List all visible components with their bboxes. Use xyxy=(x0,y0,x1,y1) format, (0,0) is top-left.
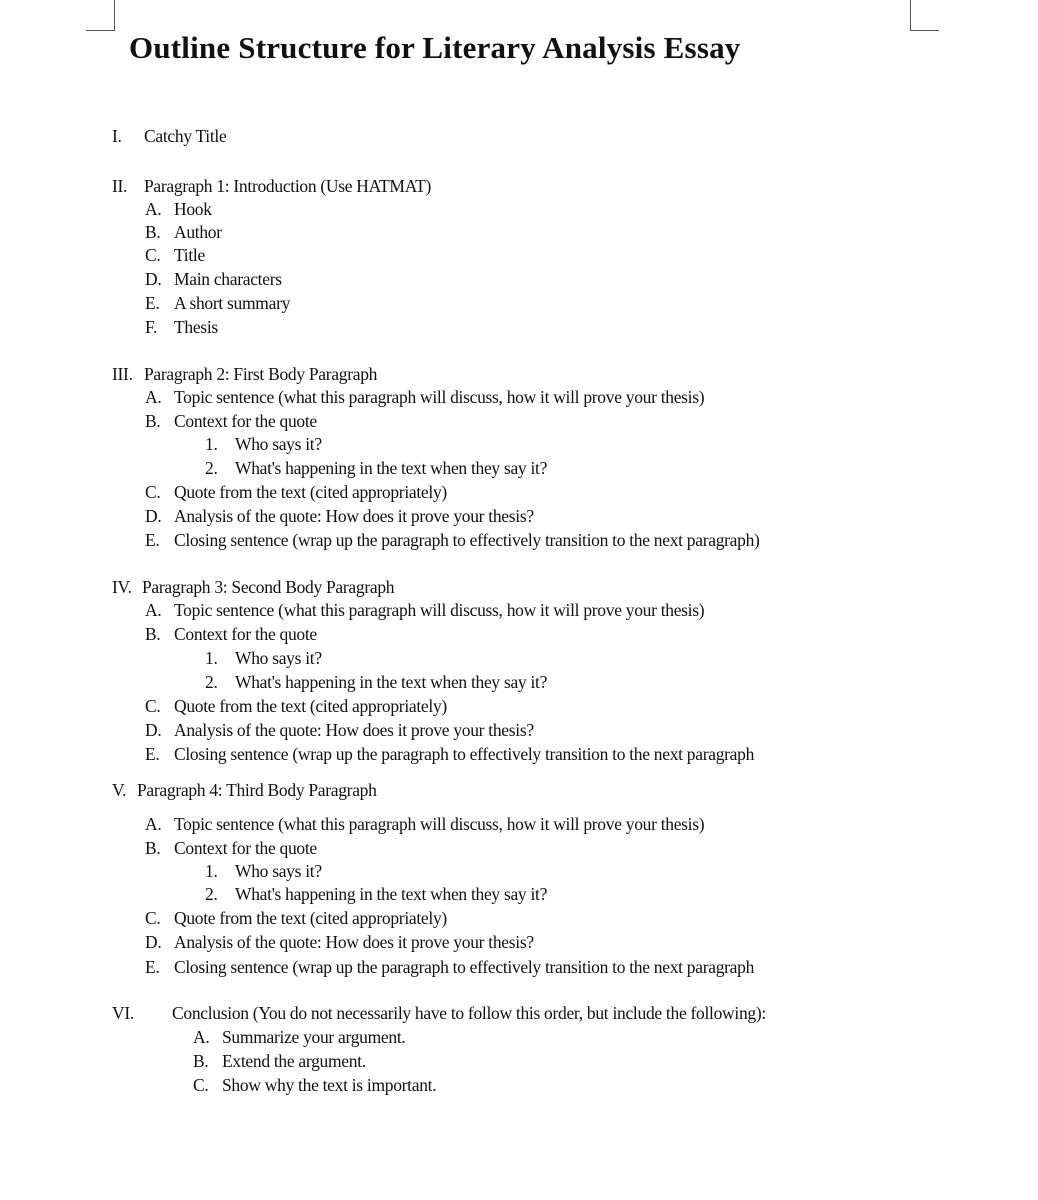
outline-item-label: D. xyxy=(145,506,162,526)
outline-item-label: A. xyxy=(145,814,162,834)
outline-item-label: B. xyxy=(145,411,161,431)
outline-item xyxy=(145,812,704,836)
outline-item xyxy=(145,220,222,244)
outline-item-text: Quote from the text (cited appropriately) xyxy=(174,482,447,502)
outline-subitem-text: What's happening in the text when they say it? xyxy=(235,458,548,478)
outline-item xyxy=(145,409,317,433)
outline-item xyxy=(145,291,290,315)
section-heading-label: VI. xyxy=(112,1003,134,1023)
outline-item-label: D. xyxy=(145,269,162,289)
outline-subitem xyxy=(205,456,547,480)
section-heading-label: I. xyxy=(112,126,122,146)
outline-item-text: Show why the text is important. xyxy=(222,1075,437,1095)
section-heading-text: Catchy Title xyxy=(144,126,227,146)
outline-item-label: A. xyxy=(145,600,162,620)
outline-item xyxy=(145,622,317,646)
outline-subitem xyxy=(205,646,322,670)
outline-item-label: E. xyxy=(145,957,160,977)
outline-item-text: A short summary xyxy=(174,293,291,313)
outline-item xyxy=(145,480,447,504)
outline-item-text: Author xyxy=(174,222,222,242)
outline-item-text: Hook xyxy=(174,199,212,219)
section-heading-text: Conclusion (You do not necessarily have to follow this order, but include the following): xyxy=(172,1003,766,1023)
outline-subitem xyxy=(205,882,547,906)
outline-item xyxy=(145,385,704,409)
outline-item-label: D. xyxy=(145,720,162,740)
outline-item xyxy=(145,906,447,930)
outline-item-label: A. xyxy=(145,199,162,219)
outline-item-label: C. xyxy=(145,482,161,502)
outline-item xyxy=(193,1049,366,1073)
outline-subitem-text: Who says it? xyxy=(235,434,322,454)
outline-item-label: D. xyxy=(145,932,162,952)
outline-item-label: F. xyxy=(145,317,158,337)
outline-item xyxy=(145,528,760,552)
outline-item-text: Context for the quote xyxy=(174,411,317,431)
document-title: Outline Structure for Literary Analysis Essay xyxy=(129,30,741,65)
outline-item-label: B. xyxy=(145,222,161,242)
outline-item-label: B. xyxy=(145,838,161,858)
outline-subitem-text: What's happening in the text when they say it? xyxy=(235,672,548,692)
section-heading xyxy=(112,575,394,599)
outline-item-text: Topic sentence (what this paragraph will discuss, how it will prove your thesis) xyxy=(174,600,705,620)
outline-item-label: B. xyxy=(145,624,161,644)
outline-item xyxy=(145,836,317,860)
outline-item-text: Topic sentence (what this paragraph will discuss, how it will prove your thesis) xyxy=(174,387,705,407)
outline-subitem-label: 2. xyxy=(205,672,218,692)
outline-subitem xyxy=(205,859,322,883)
outline-item-label: B. xyxy=(193,1051,209,1071)
section-heading-text: Paragraph 1: Introduction (Use HATMAT) xyxy=(144,176,432,196)
outline-item-text: Analysis of the quote: How does it prove your thesis? xyxy=(174,720,534,740)
outline-subitem xyxy=(205,432,322,456)
outline-item-text: Quote from the text (cited appropriately) xyxy=(174,908,447,928)
outline-item xyxy=(145,197,212,221)
outline-item xyxy=(145,315,218,339)
section-heading xyxy=(112,174,431,198)
outline-item-label: A. xyxy=(145,387,162,407)
outline-subitem-label: 1. xyxy=(205,861,218,881)
section-heading-label: III. xyxy=(112,364,133,384)
outline-item xyxy=(145,267,282,291)
outline-item-text: Closing sentence (wrap up the paragraph to effectively transition to the next paragraph) xyxy=(174,530,760,550)
outline-subitem xyxy=(205,670,547,694)
outline-item-label: C. xyxy=(145,908,161,928)
outline-item-text: Title xyxy=(174,245,205,265)
outline-subitem-text: Who says it? xyxy=(235,648,322,668)
outline-item xyxy=(193,1073,436,1097)
section-heading-label: II. xyxy=(112,176,128,196)
section-heading-text: Paragraph 2: First Body Paragraph xyxy=(144,364,378,384)
outline-item xyxy=(145,504,534,528)
outline-item-text: Summarize your argument. xyxy=(222,1027,406,1047)
outline-item xyxy=(145,742,754,766)
outline-item-text: Thesis xyxy=(174,317,218,337)
section-heading-label: V. xyxy=(112,780,127,800)
outline-item-text: Closing sentence (wrap up the paragraph to effectively transition to the next paragraph xyxy=(174,744,755,764)
outline-subitem-label: 2. xyxy=(205,458,218,478)
outline-subitem-label: 1. xyxy=(205,648,218,668)
outline-item-text: Analysis of the quote: How does it prove your thesis? xyxy=(174,932,534,952)
section-heading-label: IV. xyxy=(112,577,132,597)
outline-item xyxy=(145,694,447,718)
outline-subitem-label: 2. xyxy=(205,884,218,904)
section-heading xyxy=(112,124,226,148)
outline-item-label: E. xyxy=(145,744,160,764)
outline-item-text: Context for the quote xyxy=(174,624,317,644)
outline-item-text: Context for the quote xyxy=(174,838,317,858)
outline-item xyxy=(145,243,205,267)
section-heading-text: Paragraph 3: Second Body Paragraph xyxy=(142,577,395,597)
outline-item-label: C. xyxy=(193,1075,209,1095)
section-heading xyxy=(112,362,377,386)
outline-subitem-text: What's happening in the text when they say it? xyxy=(235,884,548,904)
section-heading xyxy=(112,778,377,802)
outline-item-label: E. xyxy=(145,293,160,313)
outline-item xyxy=(145,955,754,979)
section-heading xyxy=(112,1001,766,1025)
outline-item xyxy=(145,598,704,622)
outline-item-text: Main characters xyxy=(174,269,282,289)
outline-item-text: Closing sentence (wrap up the paragraph to effectively transition to the next paragraph xyxy=(174,957,755,977)
outline-item-label: C. xyxy=(145,245,161,265)
outline-item-text: Analysis of the quote: How does it prove your thesis? xyxy=(174,506,534,526)
outline-item-text: Quote from the text (cited appropriately) xyxy=(174,696,447,716)
outline-item-text: Extend the argument. xyxy=(222,1051,366,1071)
outline-item xyxy=(145,930,534,954)
section-heading-text: Paragraph 4: Third Body Paragraph xyxy=(137,780,377,800)
outline-item-label: E. xyxy=(145,530,160,550)
outline-item xyxy=(145,718,534,742)
outline-subitem-text: Who says it? xyxy=(235,861,322,881)
outline-item-text: Topic sentence (what this paragraph will discuss, how it will prove your thesis) xyxy=(174,814,705,834)
outline-subitem-label: 1. xyxy=(205,434,218,454)
outline-item-label: A. xyxy=(193,1027,210,1047)
outline-item-label: C. xyxy=(145,696,161,716)
outline-item xyxy=(193,1025,405,1049)
